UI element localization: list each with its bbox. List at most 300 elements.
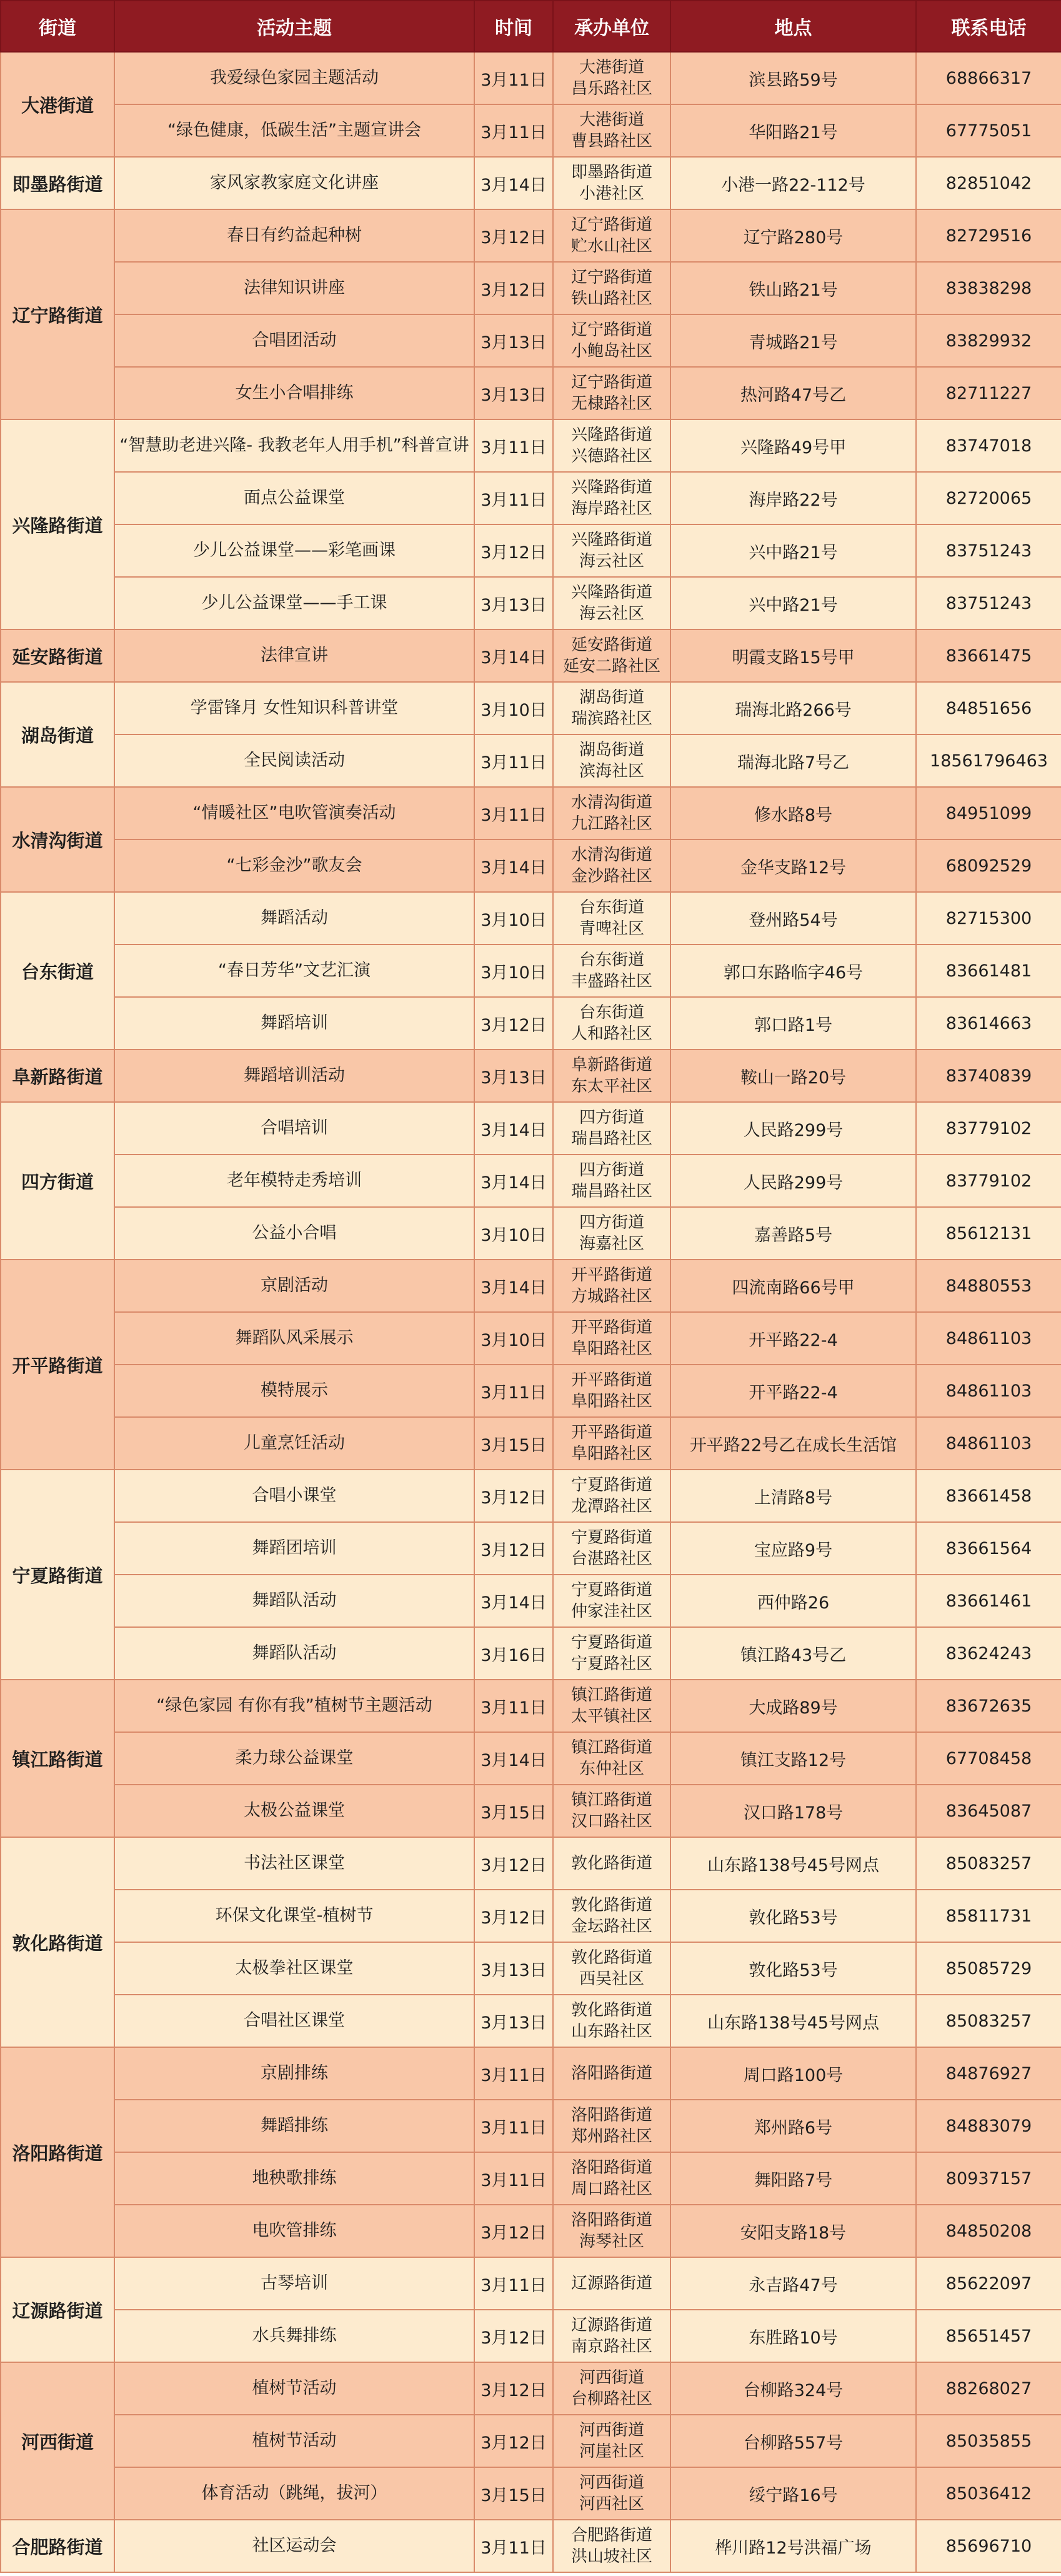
table-row xyxy=(1,2415,1061,2467)
organizer-cell xyxy=(553,682,670,734)
organizer-line: 海岸路社区 xyxy=(570,499,652,518)
organizer-line: 台柳路社区 xyxy=(570,2390,652,2408)
date-cell: 3月14日 xyxy=(474,629,553,682)
district-cell: 洛阳路街道 xyxy=(1,2047,114,2257)
table-row xyxy=(1,2047,1061,2100)
date-cell: 3月14日 xyxy=(474,1102,553,1155)
organizer-line: 丰盛路社区 xyxy=(570,972,652,991)
table-row xyxy=(1,1155,1061,1207)
district-cell: 水清沟街道 xyxy=(1,787,114,892)
organizer-line: 仲家洼社区 xyxy=(570,1602,652,1621)
table-row xyxy=(1,1890,1061,1942)
organizer-cell xyxy=(553,314,670,367)
activity-topic-cell: 柔力球公益课堂 xyxy=(114,1732,474,1785)
location-cell: 辽宁路280号 xyxy=(670,209,916,262)
date-cell: 3月12日 xyxy=(474,1522,553,1575)
date-cell: 3月11日 xyxy=(474,472,553,524)
organizer-cell xyxy=(553,104,670,157)
phone-cell: 83779102 xyxy=(916,1155,1061,1207)
phone-cell: 83661564 xyxy=(916,1522,1061,1575)
table-row xyxy=(1,892,1061,945)
organizer-cell xyxy=(553,1207,670,1260)
organizer-cell xyxy=(553,1680,670,1732)
organizer-line: 镇江路街道 xyxy=(570,1791,652,1810)
district-cell: 台东街道 xyxy=(1,892,114,1050)
activity-topic-cell: 植树节活动 xyxy=(114,2415,474,2467)
activity-topic-cell: 体育活动（跳绳，拔河） xyxy=(114,2467,474,2520)
organizer-line: 河西街道 xyxy=(579,2473,644,2492)
organizer-line: 洛阳路街道 xyxy=(570,2211,652,2230)
location-cell: 西仲路26 xyxy=(670,1575,916,1627)
activity-topic-cell: “绿色家园 有你有我”植树节主题活动 xyxy=(114,1680,474,1732)
table-row xyxy=(1,157,1061,209)
table-row xyxy=(1,2205,1061,2257)
organizer-line: 宁夏路街道 xyxy=(570,1633,652,1652)
date-cell: 3月11日 xyxy=(474,104,553,157)
organizer-line: 兴隆路街道 xyxy=(570,583,652,602)
organizer-line: 瑞滨路社区 xyxy=(570,709,652,728)
location-cell: 人民路299号 xyxy=(670,1102,916,1155)
phone-cell: 84851656 xyxy=(916,682,1061,734)
location-cell: 上清路8号 xyxy=(670,1470,916,1522)
location-cell: 小港一路22-112号 xyxy=(670,157,916,209)
organizer-line: 南京路社区 xyxy=(570,2337,652,2356)
location-cell: 镇江支路12号 xyxy=(670,1732,916,1785)
date-cell: 3月13日 xyxy=(474,1050,553,1102)
date-cell: 3月16日 xyxy=(474,1627,553,1680)
table-row xyxy=(1,1785,1061,1837)
table-row xyxy=(1,734,1061,787)
organizer-line: 四方街道 xyxy=(579,1161,644,1180)
date-cell: 3月11日 xyxy=(474,787,553,839)
location-cell: 兴隆路49号甲 xyxy=(670,419,916,472)
phone-cell: 18561796463 xyxy=(916,734,1061,787)
header-location: 地点 xyxy=(670,1,916,52)
organizer-line: 洛阳路街道 xyxy=(570,2106,652,2125)
organizer-cell xyxy=(553,1102,670,1155)
date-cell: 3月11日 xyxy=(474,2152,553,2205)
location-cell: 人民路299号 xyxy=(670,1155,916,1207)
date-cell: 3月14日 xyxy=(474,839,553,892)
location-cell: 郑州路6号 xyxy=(670,2100,916,2152)
activity-topic-cell: 地秧歌排练 xyxy=(114,2152,474,2205)
location-cell: 四流南路66号甲 xyxy=(670,1260,916,1312)
organizer-line: 阜阳路社区 xyxy=(570,1340,652,1358)
location-cell: 永吉路47号 xyxy=(670,2257,916,2310)
activity-topic-cell: 舞蹈培训活动 xyxy=(114,1050,474,1102)
district-cell: 湖岛街道 xyxy=(1,682,114,787)
table-row xyxy=(1,262,1061,314)
organizer-line: 台东街道 xyxy=(579,951,644,970)
activity-topic-cell: 我爱绿色家园主题活动 xyxy=(114,52,474,104)
organizer-line: 辽宁路街道 xyxy=(570,373,652,392)
location-cell: 绥宁路16号 xyxy=(670,2467,916,2520)
organizer-line: 东仲社区 xyxy=(579,1760,644,1778)
district-cell: 镇江路街道 xyxy=(1,1680,114,1837)
activity-topic-cell: “七彩金沙”歌友会 xyxy=(114,839,474,892)
table-row xyxy=(1,787,1061,839)
phone-cell: 83740839 xyxy=(916,1050,1061,1102)
activity-topic-cell: 女生小合唱排练 xyxy=(114,367,474,419)
organizer-cell xyxy=(553,1837,670,1890)
phone-cell: 85083257 xyxy=(916,1837,1061,1890)
organizer-cell xyxy=(553,2310,670,2362)
activity-topic-cell: 舞蹈排练 xyxy=(114,2100,474,2152)
phone-cell: 83624243 xyxy=(916,1627,1061,1680)
organizer-cell xyxy=(553,1155,670,1207)
organizer-cell xyxy=(553,1470,670,1522)
location-cell: 滨县路59号 xyxy=(670,52,916,104)
table-row xyxy=(1,997,1061,1050)
organizer-cell xyxy=(553,1260,670,1312)
organizer-cell xyxy=(553,629,670,682)
location-cell: 宝应路9号 xyxy=(670,1522,916,1575)
location-cell: 台柳路324号 xyxy=(670,2362,916,2415)
date-cell: 3月12日 xyxy=(474,1837,553,1890)
organizer-cell xyxy=(553,1522,670,1575)
date-cell: 3月14日 xyxy=(474,157,553,209)
district-cell: 即墨路街道 xyxy=(1,157,114,209)
activity-topic-cell: 舞蹈团培训 xyxy=(114,1522,474,1575)
date-cell: 3月11日 xyxy=(474,2257,553,2310)
organizer-cell xyxy=(553,2047,670,2100)
activity-topic-cell: 少儿公益课堂——彩笔画课 xyxy=(114,524,474,577)
table-row xyxy=(1,2520,1061,2572)
location-cell: 周口路100号 xyxy=(670,2047,916,2100)
phone-cell: 83829932 xyxy=(916,314,1061,367)
location-cell: 山东路138号45号网点 xyxy=(670,1837,916,1890)
location-cell: 舞阳路7号 xyxy=(670,2152,916,2205)
organizer-line: 兴德路社区 xyxy=(570,447,652,466)
organizer-line: 台湛路社区 xyxy=(570,1550,652,1568)
organizer-line: 台东街道 xyxy=(579,1003,644,1022)
header-topic: 活动主题 xyxy=(114,1,474,52)
phone-cell: 84861103 xyxy=(916,1417,1061,1470)
organizer-cell xyxy=(553,367,670,419)
activity-topic-cell: 合唱小课堂 xyxy=(114,1470,474,1522)
table-row xyxy=(1,2362,1061,2415)
phone-cell: 85035855 xyxy=(916,2415,1061,2467)
organizer-line: 宁夏路社区 xyxy=(570,1655,652,1673)
activity-topic-cell: 植树节活动 xyxy=(114,2362,474,2415)
date-cell: 3月13日 xyxy=(474,1942,553,1995)
organizer-line: 河西街道 xyxy=(579,2368,644,2387)
location-cell: 海岸路22号 xyxy=(670,472,916,524)
district-cell: 敦化路街道 xyxy=(1,1837,114,2047)
district-cell: 开平路街道 xyxy=(1,1260,114,1470)
location-cell: 青城路21号 xyxy=(670,314,916,367)
organizer-line: 延安路街道 xyxy=(570,636,652,654)
date-cell: 3月14日 xyxy=(474,1575,553,1627)
phone-cell: 83645087 xyxy=(916,1785,1061,1837)
organizer-line: 海云社区 xyxy=(579,604,644,623)
district-cell: 辽宁路街道 xyxy=(1,209,114,419)
organizer-line: 九江路社区 xyxy=(570,814,652,833)
location-cell: 嘉善路5号 xyxy=(670,1207,916,1260)
date-cell: 3月11日 xyxy=(474,2047,553,2100)
location-cell: 瑞海北路7号乙 xyxy=(670,734,916,787)
organizer-line: 宁夏路街道 xyxy=(570,1528,652,1547)
organizer-line: 河崖社区 xyxy=(579,2442,644,2461)
district-cell: 阜新路街道 xyxy=(1,1050,114,1102)
organizer-line: 海嘉社区 xyxy=(579,1235,644,1253)
organizer-cell xyxy=(553,2415,670,2467)
date-cell: 3月12日 xyxy=(474,1890,553,1942)
organizer-cell xyxy=(553,472,670,524)
date-cell: 3月10日 xyxy=(474,1312,553,1365)
phone-cell: 68866317 xyxy=(916,52,1061,104)
organizer-cell xyxy=(553,419,670,472)
table-row xyxy=(1,1522,1061,1575)
organizer-line: 太平镇社区 xyxy=(570,1707,652,1726)
date-cell: 3月10日 xyxy=(474,892,553,945)
header-district: 街道 xyxy=(1,1,114,52)
organizer-line: 东太平社区 xyxy=(570,1077,652,1096)
table-row xyxy=(1,1627,1061,1680)
organizer-line: 水清沟街道 xyxy=(570,846,652,865)
organizer-cell xyxy=(553,2467,670,2520)
location-cell: 兴中路21号 xyxy=(670,577,916,629)
date-cell: 3月14日 xyxy=(474,1155,553,1207)
organizer-line: 辽宁路街道 xyxy=(570,268,652,287)
organizer-line: 河西街道 xyxy=(579,2421,644,2440)
phone-cell: 80937157 xyxy=(916,2152,1061,2205)
location-cell: 铁山路21号 xyxy=(670,262,916,314)
table-row xyxy=(1,1942,1061,1995)
header-organizer: 承办单位 xyxy=(553,1,670,52)
phone-cell: 84861103 xyxy=(916,1312,1061,1365)
table-row xyxy=(1,1470,1061,1522)
organizer-line: 水清沟街道 xyxy=(570,793,652,812)
organizer-line: 合肥路街道 xyxy=(570,2526,652,2545)
organizer-cell xyxy=(553,1417,670,1470)
date-cell: 3月12日 xyxy=(474,2310,553,2362)
phone-cell: 83661475 xyxy=(916,629,1061,682)
organizer-line: 无棣路社区 xyxy=(570,394,652,413)
organizer-line: 兴隆路街道 xyxy=(570,426,652,444)
activity-topic-cell: 太极拳社区课堂 xyxy=(114,1942,474,1995)
phone-cell: 67708458 xyxy=(916,1732,1061,1785)
organizer-cell xyxy=(553,524,670,577)
location-cell: 鞍山一路20号 xyxy=(670,1050,916,1102)
organizer-line: 瑞昌路社区 xyxy=(570,1182,652,1201)
organizer-line: 辽源路街道 xyxy=(570,2316,652,2335)
activity-topic-cell: 舞蹈队风采展示 xyxy=(114,1312,474,1365)
organizer-cell xyxy=(553,1312,670,1365)
phone-cell: 82851042 xyxy=(916,157,1061,209)
activity-topic-cell: 少儿公益课堂——手工课 xyxy=(114,577,474,629)
organizer-line: 龙潭路社区 xyxy=(570,1497,652,1516)
date-cell: 3月11日 xyxy=(474,734,553,787)
phone-cell: 85083257 xyxy=(916,1995,1061,2047)
activity-topic-cell: 模特展示 xyxy=(114,1365,474,1417)
location-cell: 大成路89号 xyxy=(670,1680,916,1732)
organizer-cell xyxy=(553,2205,670,2257)
phone-cell: 85811731 xyxy=(916,1890,1061,1942)
phone-cell: 88268027 xyxy=(916,2362,1061,2415)
organizer-line: 宁夏路街道 xyxy=(570,1581,652,1600)
location-cell: 敦化路53号 xyxy=(670,1890,916,1942)
table-row xyxy=(1,2152,1061,2205)
location-cell: 明霞支路15号甲 xyxy=(670,629,916,682)
activity-topic-cell: 书法社区课堂 xyxy=(114,1837,474,1890)
phone-cell: 84861103 xyxy=(916,1365,1061,1417)
table-row xyxy=(1,2467,1061,2520)
table-row xyxy=(1,52,1061,104)
organizer-line: 小鲍岛社区 xyxy=(570,342,652,361)
location-cell: 台柳路557号 xyxy=(670,2415,916,2467)
table-row xyxy=(1,1995,1061,2047)
phone-cell: 85651457 xyxy=(916,2310,1061,2362)
table-row xyxy=(1,314,1061,367)
activity-topic-cell: 全民阅读活动 xyxy=(114,734,474,787)
date-cell: 3月11日 xyxy=(474,2520,553,2572)
date-cell: 3月11日 xyxy=(474,419,553,472)
table-row xyxy=(1,839,1061,892)
phone-cell: 82711227 xyxy=(916,367,1061,419)
organizer-line: 湖岛街道 xyxy=(579,688,644,707)
table-row xyxy=(1,682,1061,734)
date-cell: 3月12日 xyxy=(474,1470,553,1522)
table-row xyxy=(1,629,1061,682)
date-cell: 3月11日 xyxy=(474,1365,553,1417)
date-cell: 3月10日 xyxy=(474,682,553,734)
activity-topic-cell: 环保文化课堂-植树节 xyxy=(114,1890,474,1942)
location-cell: 金华支路12号 xyxy=(670,839,916,892)
organizer-line: 四方街道 xyxy=(579,1108,644,1127)
date-cell: 3月14日 xyxy=(474,1260,553,1312)
phone-cell: 83661458 xyxy=(916,1470,1061,1522)
organizer-line: 洛阳路街道 xyxy=(570,2158,652,2177)
organizer-cell xyxy=(553,734,670,787)
organizer-cell xyxy=(553,2520,670,2572)
phone-cell: 85036412 xyxy=(916,2467,1061,2520)
activity-topic-cell: “春日芳华”文艺汇演 xyxy=(114,945,474,997)
activity-topic-cell: 舞蹈培训 xyxy=(114,997,474,1050)
table-row xyxy=(1,1575,1061,1627)
activity-topic-cell: 儿童烹饪活动 xyxy=(114,1417,474,1470)
organizer-line: 兴隆路街道 xyxy=(570,531,652,549)
location-cell: 东胜路10号 xyxy=(670,2310,916,2362)
date-cell: 3月12日 xyxy=(474,997,553,1050)
location-cell: 华阳路21号 xyxy=(670,104,916,157)
organizer-cell xyxy=(553,52,670,104)
organizer-line: 汉口路社区 xyxy=(570,1812,652,1831)
phone-cell: 83672635 xyxy=(916,1680,1061,1732)
date-cell: 3月13日 xyxy=(474,314,553,367)
organizer-cell xyxy=(553,945,670,997)
location-cell: 热河路47号乙 xyxy=(670,367,916,419)
organizer-cell xyxy=(553,2152,670,2205)
activity-topic-cell: 春日有约益起种树 xyxy=(114,209,474,262)
organizer-line: 辽宁路街道 xyxy=(570,216,652,234)
phone-cell: 82729516 xyxy=(916,209,1061,262)
organizer-line: 阜阳路社区 xyxy=(570,1445,652,1463)
activity-topic-cell: 古琴培训 xyxy=(114,2257,474,2310)
phone-cell: 84883079 xyxy=(916,2100,1061,2152)
organizer-line: 海云社区 xyxy=(579,552,644,571)
date-cell: 3月15日 xyxy=(474,2467,553,2520)
table-row xyxy=(1,1365,1061,1417)
organizer-cell xyxy=(553,2257,670,2310)
organizer-line: 开平路街道 xyxy=(570,1371,652,1390)
organizer-line: 西吴社区 xyxy=(579,1970,644,1988)
activity-topic-cell: 家风家教家庭文化讲座 xyxy=(114,157,474,209)
date-cell: 3月11日 xyxy=(474,52,553,104)
table-row xyxy=(1,577,1061,629)
table-row xyxy=(1,209,1061,262)
organizer-line: 昌乐路社区 xyxy=(570,79,652,98)
organizer-line: 周口路社区 xyxy=(570,2180,652,2198)
table-row xyxy=(1,1837,1061,1890)
location-cell: 开平路22号乙在成长生活馆 xyxy=(670,1417,916,1470)
phone-cell: 68092529 xyxy=(916,839,1061,892)
organizer-cell xyxy=(553,892,670,945)
organizer-line: 河西社区 xyxy=(579,2495,644,2513)
organizer-line: 兴隆路街道 xyxy=(570,478,652,497)
phone-cell: 83751243 xyxy=(916,524,1061,577)
organizer-line: 宁夏路街道 xyxy=(570,1476,652,1495)
organizer-line: 辽宁路街道 xyxy=(570,321,652,339)
organizer-line: 贮水山社区 xyxy=(570,237,652,256)
table-row xyxy=(1,1207,1061,1260)
activity-topic-cell: 舞蹈队活动 xyxy=(114,1627,474,1680)
phone-cell: 83838298 xyxy=(916,262,1061,314)
phone-cell: 84880553 xyxy=(916,1260,1061,1312)
table-row xyxy=(1,104,1061,157)
table-row xyxy=(1,1260,1061,1312)
location-cell: 开平路22-4 xyxy=(670,1365,916,1417)
date-cell: 3月12日 xyxy=(474,524,553,577)
activity-topic-cell: 京剧活动 xyxy=(114,1260,474,1312)
phone-cell: 84850208 xyxy=(916,2205,1061,2257)
table-row xyxy=(1,1680,1061,1732)
organizer-line: 镇江路街道 xyxy=(570,1686,652,1705)
date-cell: 3月15日 xyxy=(474,1785,553,1837)
location-cell: 登州路54号 xyxy=(670,892,916,945)
date-cell: 3月10日 xyxy=(474,945,553,997)
organizer-cell xyxy=(553,997,670,1050)
organizer-cell xyxy=(553,2100,670,2152)
phone-cell: 82720065 xyxy=(916,472,1061,524)
table-body xyxy=(1,52,1061,2572)
organizer-line: 敦化路街道 xyxy=(570,1896,652,1915)
table-row xyxy=(1,1417,1061,1470)
organizer-line: 阜新路街道 xyxy=(570,1056,652,1075)
phone-cell: 83747018 xyxy=(916,419,1061,472)
activity-topic-cell: “情暖社区”电吹管演奏活动 xyxy=(114,787,474,839)
phone-cell: 67775051 xyxy=(916,104,1061,157)
date-cell: 3月12日 xyxy=(474,2362,553,2415)
organizer-line: 山东路社区 xyxy=(570,2022,652,2041)
activity-topic-cell: 法律宣讲 xyxy=(114,629,474,682)
organizer-line: 海琴社区 xyxy=(579,2232,644,2251)
date-cell: 3月12日 xyxy=(474,209,553,262)
district-cell: 兴隆路街道 xyxy=(1,419,114,629)
location-cell: 敦化路53号 xyxy=(670,1942,916,1995)
organizer-line: 金沙路社区 xyxy=(570,867,652,886)
date-cell: 3月12日 xyxy=(474,262,553,314)
organizer-line: 洪山坡社区 xyxy=(570,2547,652,2566)
organizer-cell xyxy=(553,1995,670,2047)
organizer-line: 开平路街道 xyxy=(570,1423,652,1442)
location-cell: 修水路8号 xyxy=(670,787,916,839)
location-cell: 山东路138号45号网点 xyxy=(670,1995,916,2047)
phone-cell: 85612131 xyxy=(916,1207,1061,1260)
organizer-line: 瑞昌路社区 xyxy=(570,1130,652,1148)
table-row xyxy=(1,1050,1061,1102)
activity-topic-cell: 社区运动会 xyxy=(114,2520,474,2572)
